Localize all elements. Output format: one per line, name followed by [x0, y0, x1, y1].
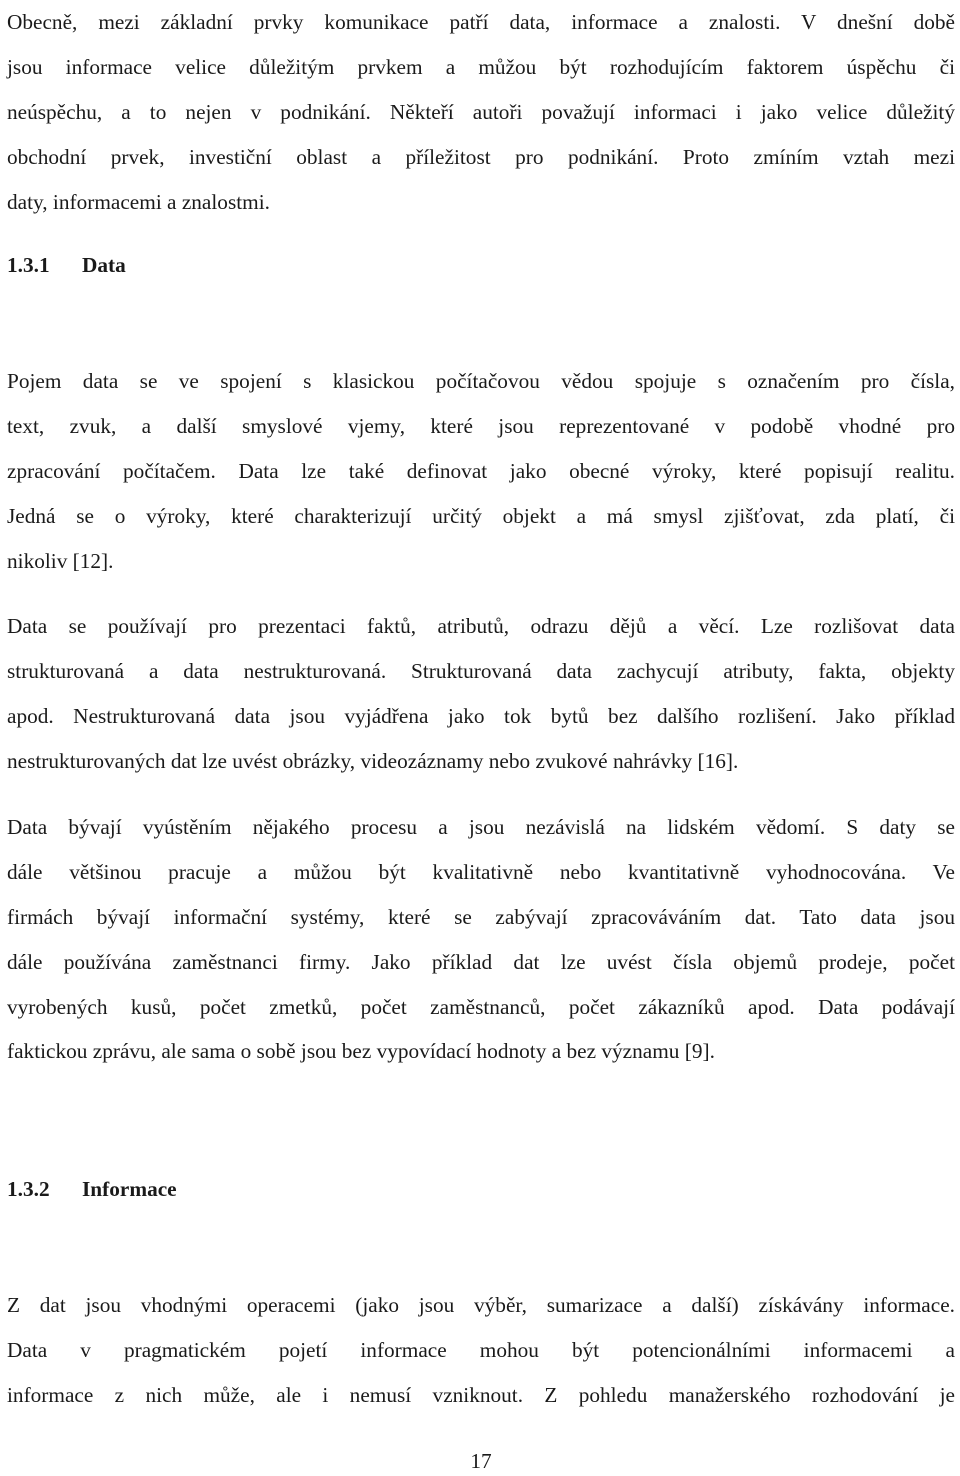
- paragraph-data-2: [7, 604, 955, 784]
- text-line: Pojem data se ve spojení s klasickou počítačovou vědou spojuje s označením pro čísla,: [7, 369, 955, 393]
- section-number: 1.3.2: [7, 1177, 50, 1201]
- paragraph-data-3: [7, 805, 955, 1074]
- text-line: text, zvuk, a další smyslové vjemy, které jsou reprezentované v podobě vhodné pro: [7, 413, 955, 438]
- text-line: Obecně, mezi základní prvky komunikace patří data, informace a znalosti. V dnešní době: [7, 10, 955, 34]
- text-line: nikoliv [12].: [7, 548, 114, 573]
- text-line: strukturovaná a data nestrukturovaná. Strukturovaná data zachycují atributy, fakta, objekty: [7, 658, 955, 683]
- text-line: apod. Nestrukturovaná data jsou vyjádřena jako tok bytů bez dalšího rozlišení. Jako příklad: [7, 703, 955, 728]
- text-line: dále používána zaměstnanci firmy. Jako příklad dat lze uvést čísla objemů prodeje, počet: [7, 949, 955, 974]
- text-line: jsou informace velice důležitým prvkem a můžou být rozhodujícím faktorem úspěchu či: [7, 54, 955, 79]
- text-line: firmách bývají informační systémy, které se zabývají zpracováváním dat. Tato data jsou: [7, 904, 955, 929]
- text-line: zpracování počítačem. Data lze také definovat jako obecné výroky, které popisují realitu.: [7, 458, 955, 483]
- section-title: Informace: [82, 1177, 177, 1201]
- text-line: obchodní prvek, investiční oblast a příležitost pro podnikání. Proto zmíním vztah mezi: [7, 144, 955, 169]
- text-line: faktickou zprávu, ale sama o sobě jsou bez vypovídací hodnoty a bez významu [9].: [7, 1039, 715, 1064]
- text-line: Jedná se o výroky, které charakterizují určitý objekt a má smysl zjišťovat, zda platí, či: [7, 503, 955, 528]
- paragraph-data-1: [7, 359, 955, 583]
- page-number: 17: [470, 1449, 492, 1473]
- text-line: daty, informacemi a znalostmi.: [7, 189, 270, 214]
- text-line: Data se používají pro prezentaci faktů, atributů, odrazu dějů a věcí. Lze rozlišovat data: [7, 614, 955, 638]
- text-line: dále většinou pracuje a můžou být kvalitativně nebo kvantitativně vyhodnocována. Ve: [7, 859, 955, 884]
- text-line: informace z nich může, ale i nemusí vzniknout. Z pohledu manažerského rozhodování je: [7, 1382, 955, 1407]
- paragraph-intro: [7, 0, 955, 224]
- text-line: vyrobených kusů, počet zmetků, počet zaměstnanců, počet zákazníků apod. Data podávají: [7, 994, 955, 1019]
- text-line: nestrukturovaných dat lze uvést obrázky, videozáznamy nebo zvukové nahrávky [16].: [7, 748, 739, 773]
- text-line: neúspěchu, a to nejen v podnikání. Někteří autoři považují informaci i jako velice důležitý: [7, 99, 955, 124]
- text-line: Z dat jsou vhodnými operacemi (jako jsou výběr, sumarizace a další) získávány informace.: [7, 1293, 955, 1317]
- section-heading-informace: [7, 1174, 177, 1204]
- section-number: 1.3.1: [7, 253, 50, 277]
- text-line: Data v pragmatickém pojetí informace mohou být potencionálními informacemi a: [7, 1337, 955, 1362]
- section-heading-data: [7, 250, 126, 280]
- section-title: Data: [82, 253, 126, 277]
- paragraph-info-1: [7, 1283, 955, 1418]
- text-line: Data bývají vyústěním nějakého procesu a jsou nezávislá na lidském vědomí. S daty se: [7, 815, 955, 839]
